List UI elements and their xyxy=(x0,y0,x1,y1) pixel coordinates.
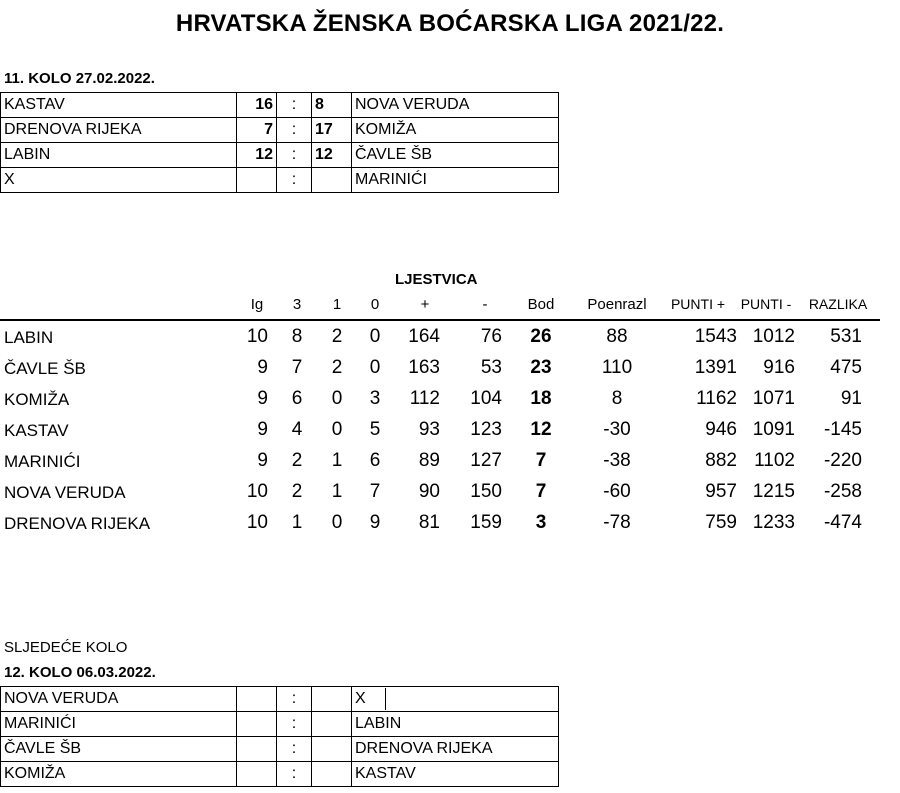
cell-ig: 9 xyxy=(257,450,268,471)
home-team: ČAVLE ŠB xyxy=(1,737,237,762)
home-team: MARINIĆI xyxy=(1,712,237,737)
cell-minus: 104 xyxy=(470,388,502,409)
away-team: NOVA VERUDA xyxy=(352,93,559,118)
away-team: ČAVLE ŠB xyxy=(352,143,559,168)
standings-title: LJESTVICA xyxy=(395,271,478,288)
header-plus: + xyxy=(420,296,430,313)
cell-punti-minus: 1102 xyxy=(754,450,795,471)
cell-poenrazl: -38 xyxy=(603,450,631,471)
cell-punti-plus: 882 xyxy=(705,450,737,471)
score-separator: : xyxy=(277,712,312,737)
cell-w3: 1 xyxy=(291,512,303,533)
cell-l0: 0 xyxy=(369,357,381,378)
cell-minus: 53 xyxy=(480,357,502,378)
score-separator: : xyxy=(277,93,312,118)
cell-punti-minus: 1215 xyxy=(752,481,795,502)
cell-plus: 81 xyxy=(418,512,440,533)
cell-bod: 23 xyxy=(530,357,552,378)
cell-punti-plus: 1162 xyxy=(696,388,737,409)
home-team: KASTAV xyxy=(1,93,237,118)
team-name: LABIN xyxy=(4,328,54,347)
header-punti-plus: PUNTI + xyxy=(670,296,726,312)
home-score xyxy=(237,168,277,193)
header-punti-minus: PUNTI - xyxy=(740,296,792,312)
score-separator: : xyxy=(277,118,312,143)
cell-poenrazl: 8 xyxy=(611,388,623,409)
match-row xyxy=(1,712,559,737)
away-score: 17 xyxy=(312,118,352,143)
header-bod: Bod xyxy=(527,296,555,313)
home-score xyxy=(237,762,277,787)
home-team: LABIN xyxy=(1,143,237,168)
header-razlika: RAZLIKA xyxy=(808,296,868,312)
cell-plus: 112 xyxy=(409,388,440,409)
cell-d1: 0 xyxy=(331,388,343,409)
home-score xyxy=(237,712,277,737)
team-name: KOMIŽA xyxy=(4,390,70,409)
score-separator: : xyxy=(277,737,312,762)
cell-punti-plus: 1543 xyxy=(694,326,737,347)
cell-poenrazl: -78 xyxy=(603,512,631,533)
cell-l0: 3 xyxy=(369,388,381,409)
away-score xyxy=(312,712,352,737)
standings-header-row xyxy=(0,292,880,321)
round-11-results-table xyxy=(0,92,559,193)
home-team: NOVA VERUDA xyxy=(1,687,237,712)
team-name: DRENOVA RIJEKA xyxy=(4,514,151,533)
away-team-label: X xyxy=(355,688,386,710)
match-row xyxy=(1,762,559,787)
team-name: MARINIĆI xyxy=(4,452,81,471)
cell-d1: 1 xyxy=(331,450,343,471)
cell-punti-plus: 946 xyxy=(705,419,737,440)
cell-w3: 2 xyxy=(291,481,303,502)
away-score xyxy=(312,687,352,712)
score-separator: : xyxy=(277,143,312,168)
away-team: DRENOVA RIJEKA xyxy=(352,737,559,762)
header-0: 0 xyxy=(370,296,380,313)
cell-minus: 76 xyxy=(480,326,502,347)
cell-punti-plus: 957 xyxy=(705,481,737,502)
away-score xyxy=(312,168,352,193)
home-score xyxy=(237,737,277,762)
cell-w3: 7 xyxy=(291,357,303,378)
cell-minus: 150 xyxy=(470,481,502,502)
cell-w3: 4 xyxy=(291,419,303,440)
cell-poenrazl: 88 xyxy=(606,326,628,347)
standings-table xyxy=(0,292,880,538)
cell-plus: 163 xyxy=(408,357,440,378)
cell-bod: 3 xyxy=(535,512,547,533)
cell-d1: 1 xyxy=(331,481,343,502)
cell-punti-plus: 759 xyxy=(705,512,737,533)
next-round-label: SLJEDEĆE KOLO xyxy=(4,639,128,656)
home-score: 7 xyxy=(237,118,277,143)
cell-punti-minus: 1233 xyxy=(752,512,795,533)
home-team: KOMIŽA xyxy=(1,762,237,787)
cell-bod: 7 xyxy=(535,481,547,502)
cell-plus: 164 xyxy=(408,326,440,347)
away-team: KASTAV xyxy=(352,762,559,787)
cell-punti-plus: 1391 xyxy=(694,357,737,378)
away-team xyxy=(352,687,559,712)
cell-razlika: 91 xyxy=(840,388,862,409)
standings-row xyxy=(0,383,880,414)
score-separator: : xyxy=(277,168,312,193)
team-name: NOVA VERUDA xyxy=(4,483,126,502)
match-row xyxy=(1,118,559,143)
standings-row xyxy=(0,321,880,352)
cell-punti-minus: 916 xyxy=(763,357,795,378)
cell-ig: 10 xyxy=(246,481,268,502)
cell-w3: 2 xyxy=(291,450,303,471)
cell-w3: 8 xyxy=(291,326,303,347)
home-score xyxy=(237,687,277,712)
cell-minus: 123 xyxy=(470,419,502,440)
cell-l0: 5 xyxy=(369,419,381,440)
cell-bod: 26 xyxy=(530,326,552,347)
page-title: HRVATSKA ŽENSKA BOĆARSKA LIGA 2021/22. xyxy=(175,10,725,37)
team-name: KASTAV xyxy=(4,421,69,440)
score-separator: : xyxy=(277,762,312,787)
match-row xyxy=(1,737,559,762)
cell-ig: 9 xyxy=(257,419,268,440)
round-11-heading: 11. KOLO 27.02.2022. xyxy=(4,70,155,87)
cell-punti-minus: 1012 xyxy=(752,326,795,347)
home-team: X xyxy=(1,168,237,193)
header-ig: Ig xyxy=(250,296,264,313)
header-minus: - xyxy=(482,296,488,313)
home-score: 12 xyxy=(237,143,277,168)
cell-d1: 2 xyxy=(331,357,343,378)
away-score: 12 xyxy=(312,143,352,168)
cell-razlika: -258 xyxy=(823,481,862,502)
away-team: KOMIŽA xyxy=(352,118,559,143)
match-row xyxy=(1,93,559,118)
cell-razlika: -145 xyxy=(823,419,862,440)
cell-razlika: 531 xyxy=(830,326,862,347)
cell-ig: 9 xyxy=(257,357,268,378)
cell-d1: 0 xyxy=(331,419,343,440)
match-row xyxy=(1,143,559,168)
round-12-fixtures-table xyxy=(0,686,559,787)
cell-ig: 10 xyxy=(246,326,268,347)
standings-body xyxy=(0,321,880,538)
standings-row xyxy=(0,414,880,445)
cell-razlika: -474 xyxy=(823,512,862,533)
standings-row xyxy=(0,507,880,538)
standings-row xyxy=(0,476,880,507)
cell-plus: 93 xyxy=(418,419,440,440)
cell-ig: 10 xyxy=(246,512,268,533)
cell-plus: 90 xyxy=(418,481,440,502)
header-1: 1 xyxy=(332,296,342,313)
cell-d1: 2 xyxy=(331,326,343,347)
header-3: 3 xyxy=(292,296,302,313)
cell-minus: 127 xyxy=(470,450,502,471)
cell-poenrazl: -60 xyxy=(603,481,631,502)
round-12-heading: 12. KOLO 06.03.2022. xyxy=(4,664,156,681)
standings-row xyxy=(0,445,880,476)
cell-punti-minus: 1091 xyxy=(752,419,795,440)
standings-row xyxy=(0,352,880,383)
cell-ig: 9 xyxy=(257,388,268,409)
away-score xyxy=(312,762,352,787)
cell-poenrazl: -30 xyxy=(603,419,631,440)
cell-bod: 7 xyxy=(535,450,547,471)
team-name: ČAVLE ŠB xyxy=(4,359,86,378)
cell-l0: 0 xyxy=(369,326,381,347)
cell-d1: 0 xyxy=(331,512,343,533)
cell-bod: 12 xyxy=(530,419,552,440)
home-team: DRENOVA RIJEKA xyxy=(1,118,237,143)
cell-plus: 89 xyxy=(418,450,440,471)
away-team: LABIN xyxy=(352,712,559,737)
cell-l0: 9 xyxy=(369,512,381,533)
cell-minus: 159 xyxy=(470,512,502,533)
away-score: 8 xyxy=(312,93,352,118)
cell-poenrazl: 110 xyxy=(601,357,633,378)
score-separator: : xyxy=(277,687,312,712)
cell-punti-minus: 1071 xyxy=(752,388,795,409)
away-team: MARINIĆI xyxy=(352,168,559,193)
cell-razlika: 475 xyxy=(830,357,862,378)
cell-l0: 6 xyxy=(369,450,381,471)
cell-l0: 7 xyxy=(369,481,381,502)
match-row xyxy=(1,687,559,712)
cell-w3: 6 xyxy=(291,388,303,409)
header-poenrazl: Poenrazl xyxy=(587,296,647,313)
away-score xyxy=(312,737,352,762)
cell-bod: 18 xyxy=(530,388,552,409)
match-row xyxy=(1,168,559,193)
cell-razlika: -220 xyxy=(823,450,862,471)
home-score: 16 xyxy=(237,93,277,118)
